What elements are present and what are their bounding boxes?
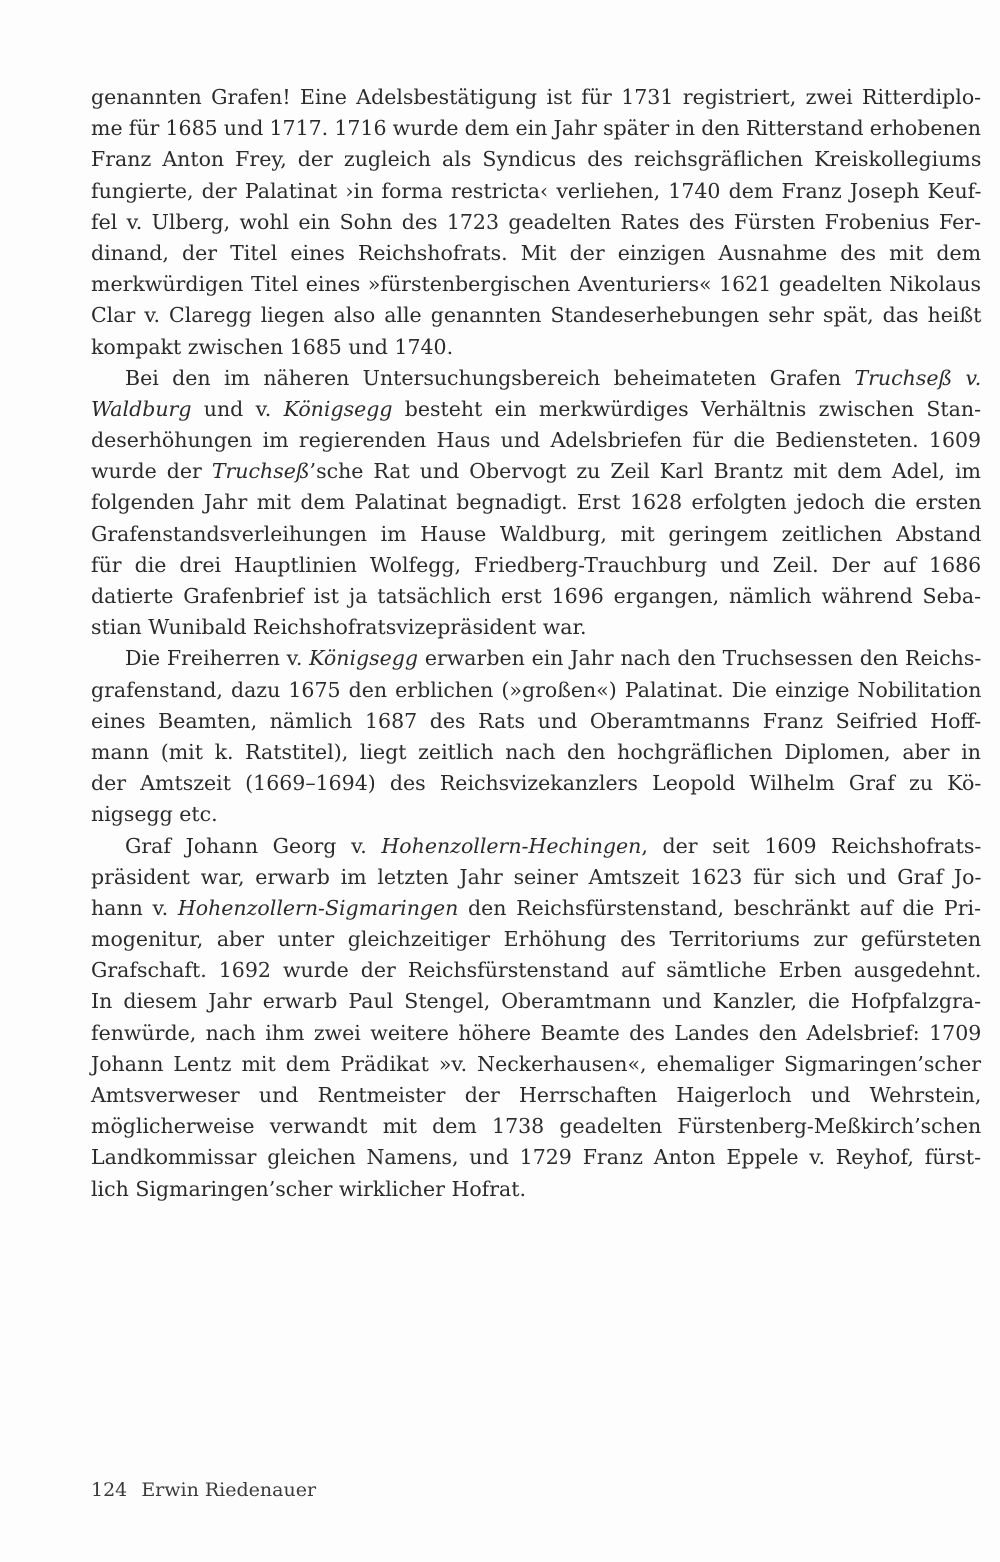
text-line [91, 893, 981, 924]
paragraph [91, 831, 981, 1205]
text-segment: datierte Grafenbrief ist ja tatsächlich erst 1696 ergangen, nämlich während Seba- [91, 584, 981, 608]
text-segment: Grafenstandsverleihungen im Hause Waldburg, mit geringem zeitlichen Abstand [91, 521, 982, 546]
text-line [91, 862, 981, 893]
text-segment: hann v. [91, 895, 178, 920]
text-segment: den Reichsfürstenstand, beschränkt auf die Pri- [458, 895, 981, 920]
text-line [91, 519, 981, 550]
text-segment: dinand, der Titel eines Reichshofrats. Mit der einzigen Ausnahme des mit dem [91, 240, 982, 265]
text-segment: für die drei Hauptlinien Wolfegg, Friedberg-Trauchburg und Zeil. Der auf 1686 [91, 552, 982, 577]
body-text [91, 82, 981, 1205]
text-line [91, 550, 981, 581]
text-segment: Amtsverweser und Rentmeister der Herrschaften Haigerloch und Wehrstein, [91, 1083, 982, 1107]
text-segment: wurde der [91, 459, 212, 484]
text-line [91, 675, 981, 706]
text-line [91, 144, 981, 175]
text-line [91, 1142, 981, 1173]
text-segment: grafenstand, dazu 1675 den erblichen (»großen«) Palatinat. Die einzige Nobilitation [91, 677, 982, 702]
text-line [91, 82, 981, 113]
text-segment: lich Sigmaringen’scher wirklicher Hofrat. [91, 1176, 527, 1201]
italic-name: Truchseß v. [854, 365, 982, 390]
italic-name: Königsegg [309, 646, 419, 671]
text-segment: Johann Lentz mit dem Prädikat »v. Neckerhausen«, ehemaliger Sigmaringen’scher [91, 1051, 981, 1076]
page-footer [91, 1479, 316, 1501]
text-line [91, 332, 981, 363]
paragraph [91, 643, 981, 830]
text-segment: Landkommissar gleichen Namens, und 1729 Franz Anton Eppele v. Reyhof, fürst- [91, 1145, 981, 1170]
text-line [91, 300, 981, 331]
text-segment: In diesem Jahr erwarb Paul Stengel, Oberamtmann und Kanzler, die Hofpfalzgra- [91, 989, 981, 1014]
text-line [91, 207, 981, 238]
italic-name: Hohenzollern-Hechingen [381, 833, 642, 858]
text-line [91, 986, 981, 1017]
text-segment: , der seit 1609 Reichshofrats- [641, 833, 982, 858]
text-line [91, 799, 981, 830]
text-segment: möglicherweise verwandt mit dem 1738 geadelten Fürstenberg-Meßkirch’schen [91, 1114, 982, 1139]
text-line [91, 831, 981, 862]
italic-name: Hohenzollern-Sigmaringen [177, 895, 459, 920]
text-segment: der Amtszeit (1669–1694) des Reichsvizekanzlers Leopold Wilhelm Graf zu Kö- [91, 771, 982, 796]
text-segment: mann (mit k. Ratstitel), liegt zeitlich nach den hochgräflichen Diplomen, aber in [91, 739, 981, 764]
text-segment: genannten Grafen! Eine Adelsbestätigung ist für 1731 registriert, zwei Ritterdiplo- [91, 85, 982, 109]
text-line [91, 955, 981, 986]
text-segment: merkwürdigen Titel eines »fürstenbergischen Aventuriers« 1621 geadelten Nikolaus [91, 272, 981, 297]
text-segment: ’sche Rat und Obervogt zu Zeil Karl Brantz mit dem Adel, im [309, 459, 981, 484]
text-line [91, 487, 981, 518]
paragraph [91, 82, 981, 363]
running-author: Erwin Riedenauer [141, 1479, 317, 1501]
text-line [91, 924, 981, 955]
text-segment: fel v. Ulberg, wohl ein Sohn des 1723 geadelten Rates des Fürsten Frobenius Fer- [91, 209, 981, 234]
text-line [91, 768, 981, 799]
text-segment: Graf Johann Georg v. [125, 833, 382, 858]
text-line [91, 1174, 981, 1205]
text-line [91, 394, 981, 425]
text-line [91, 1049, 981, 1080]
italic-name: Königsegg [283, 396, 393, 421]
text-segment: fungierte, der Palatinat ›in forma restricta‹ verliehen, 1740 dem Franz Joseph Keuf- [91, 178, 982, 203]
text-line [91, 706, 981, 737]
text-segment: Bei den im näheren Untersuchungsbereich beheimateten Grafen [125, 365, 855, 390]
text-line [91, 456, 981, 487]
text-line [91, 238, 981, 269]
page-number: 124 [91, 1479, 128, 1501]
text-segment: nigsegg etc. [91, 802, 218, 827]
text-line [91, 269, 981, 300]
text-segment: Clar v. Claregg liegen also alle genannten Standeserhebungen sehr spät, das heißt [91, 303, 982, 328]
text-segment: folgenden Jahr mit dem Palatinat begnadigt. Erst 1628 erfolgten jedoch die ersten [91, 490, 982, 515]
text-line [91, 643, 981, 674]
text-line [91, 176, 981, 207]
text-line [91, 363, 981, 394]
text-segment: besteht ein merkwürdiges Verhältnis zwischen Stan- [392, 396, 982, 421]
paragraph [91, 363, 981, 644]
text-line [91, 612, 981, 643]
text-segment: deserhöhungen im regierenden Haus und Adelsbriefen für die Bediensteten. 1609 [91, 428, 982, 453]
text-line [91, 1080, 981, 1111]
text-segment: Die Freiherren v. [125, 646, 310, 671]
text-segment: erwarben ein Jahr nach den Truchsessen den Reichs- [418, 646, 982, 671]
text-line [91, 1111, 981, 1142]
text-line [91, 737, 981, 768]
text-line [91, 425, 981, 456]
italic-name: Truchseß [211, 459, 310, 484]
text-segment: Franz Anton Frey, der zugleich als Syndicus des reichsgräflichen Kreiskollegiums [91, 147, 982, 172]
text-segment: kompakt zwischen 1685 und 1740. [91, 334, 454, 359]
text-line [91, 581, 981, 612]
text-segment: Grafschaft. 1692 wurde der Reichsfürstenstand auf sämtliche Erben ausgedehnt. [91, 958, 982, 983]
text-segment: stian Wunibald Reichshofratsvizepräsident war. [91, 615, 587, 640]
italic-name: Waldburg [91, 396, 192, 421]
text-segment: fenwürde, nach ihm zwei weitere höhere Beamte des Landes den Adelsbrief: 1709 [91, 1020, 982, 1045]
text-line [91, 113, 981, 144]
text-segment: und v. [191, 396, 284, 421]
text-segment: präsident war, erwarb im letzten Jahr seiner Amtszeit 1623 für sich und Graf Jo- [91, 864, 982, 889]
text-line [91, 1018, 981, 1049]
text-segment: me für 1685 und 1717. 1716 wurde dem ein Jahr später in den Ritterstand erhobenen [91, 116, 982, 141]
text-segment: mogenitur, aber unter gleichzeitiger Erhöhung des Territoriums zur gefürsteten [91, 927, 982, 952]
text-segment: eines Beamten, nämlich 1687 des Rats und Oberamtmanns Franz Seifried Hoff- [91, 708, 982, 733]
